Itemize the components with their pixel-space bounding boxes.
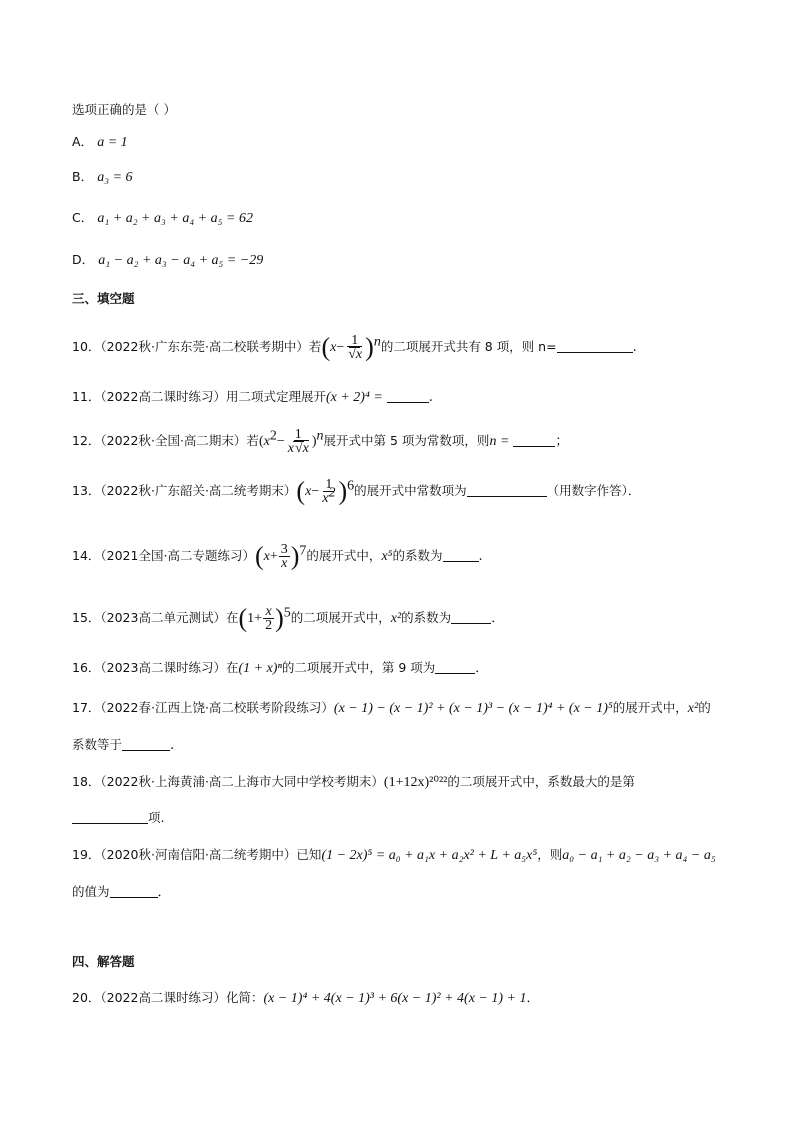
question-text: 在 <box>225 610 239 625</box>
question-source: （2022高二课时练习） <box>100 389 226 404</box>
question-10 <box>72 334 734 361</box>
q9-prompt: 选项正确的是（ ） <box>72 102 176 117</box>
math-expr: (x+ $\frac{3}{x}$ )$^7$ <box>254 541 307 571</box>
question-source: （2023高二课时练习） <box>100 660 226 675</box>
math-expr: a₀ − a₁ + a₂ − a₃ + a₄ − a₅ <box>562 848 716 863</box>
question-end: . <box>428 390 433 405</box>
math-expr: (x− 1 √ x )$^n$ <box>321 340 380 355</box>
question-number: 17． <box>72 700 101 715</box>
question-text: 若 <box>246 433 259 448</box>
question-var: x⁵ <box>381 549 393 564</box>
question-text: 的二项展开式共有 8 项，则 n= <box>380 339 557 354</box>
answer-blank[interactable] <box>513 432 555 447</box>
question-source: （2022高二课时练习） <box>100 990 226 1005</box>
question-source: （2022春·江西上饶·高二校联考阶段练习） <box>100 700 334 715</box>
option-expr: a₃ = 6 <box>97 170 133 185</box>
question-source: （2022秋·广东韶关·高二统考期末） <box>100 483 297 498</box>
question-18 <box>72 772 734 793</box>
math-expr: (1+12x)²⁰²² <box>383 775 448 790</box>
question-text: 的值为 <box>72 884 110 899</box>
question-source: （2022秋·广东东莞·高二校联考期中） <box>100 339 309 354</box>
question-12 <box>72 428 734 455</box>
question-text: 化简： <box>225 990 264 1005</box>
question-text: 系数等于 <box>72 737 123 752</box>
question-number: 14． <box>72 548 101 563</box>
question-text: 用二项式定理展开 <box>225 389 326 404</box>
question-text: ，则 <box>537 847 563 862</box>
question-number: 11． <box>72 389 101 404</box>
section-heading-answer: 四、解答题 <box>72 954 135 969</box>
question-text: 已知 <box>296 847 322 862</box>
answer-blank[interactable] <box>467 482 547 497</box>
question-source: （2020秋·河南信阳·高二统考期中） <box>100 847 297 862</box>
answer-blank[interactable] <box>72 809 148 824</box>
question-number: 18． <box>72 774 101 789</box>
option-expr: a₁ + a₂ + a₃ + a₄ + a₅ = 62 <box>97 211 253 226</box>
question-17 <box>72 698 734 719</box>
section-heading-fill: 三、填空题 <box>72 291 135 306</box>
question-end: . <box>478 549 483 564</box>
question-17-line2 <box>72 735 734 756</box>
question-13 <box>72 478 734 505</box>
math-expr: (1+ $\frac{x}{2}$ )$^5$ <box>238 603 291 633</box>
question-14 <box>72 543 734 570</box>
question-end: . <box>632 340 637 355</box>
q9-option-d <box>72 250 734 271</box>
math-expr: (x + 2)⁴ = <box>325 390 383 405</box>
option-letter: C． <box>72 210 94 225</box>
q9-option-a <box>72 132 734 153</box>
question-number: 15． <box>72 610 101 625</box>
question-text: 的二项展开式中，第 9 项为 <box>281 660 436 675</box>
question-hint: （用数字作答）． <box>546 483 641 498</box>
question-var: x² <box>687 701 699 716</box>
question-15 <box>72 605 734 632</box>
option-letter: D． <box>72 252 95 267</box>
option-letter: A． <box>72 134 94 149</box>
question-19 <box>72 845 734 866</box>
math-expr: (1 − 2x)⁵ = a₀ + a₁x + a₂x² + L + a₅x⁵ <box>321 848 538 863</box>
question-source: （2022秋·上海黄浦·高二上海市大同中学校考期末） <box>100 774 384 789</box>
question-end: ． <box>157 885 171 900</box>
answer-blank[interactable] <box>122 736 170 751</box>
math-expr: (x − 1)⁴ + 4(x − 1)³ + 6(x − 1)² + 4(x − 1) + 1 <box>263 991 527 1006</box>
question-text: 的 <box>698 700 711 715</box>
question-16 <box>72 658 734 679</box>
question-text: 的二项展开式中，系数最大的是第 <box>447 774 635 789</box>
question-text: 项. <box>148 810 165 825</box>
option-expr: a = 1 <box>97 135 128 150</box>
answer-blank[interactable] <box>557 338 633 353</box>
question-source: （2023高二单元测试） <box>100 610 226 625</box>
math-expr: (x− $\frac{1}{x^2}$ )$^6$ <box>296 476 355 506</box>
question-text: 的展开式中， <box>306 548 382 563</box>
answer-blank[interactable] <box>435 659 475 674</box>
question-text: 的二项展开式中， <box>290 610 391 625</box>
question-number: 19． <box>72 847 101 862</box>
question-number: 12． <box>72 433 101 448</box>
question-end: ． <box>491 611 505 626</box>
question-text: 的展开式中常数项为 <box>354 483 467 498</box>
math-expr: (1 + x)ⁿ <box>238 661 282 676</box>
math-expr: ($x^2-$ $\frac{1}{x√ x}$ )$^n$ <box>259 434 324 449</box>
question-end: ； <box>555 434 569 449</box>
question-number: 13． <box>72 483 101 498</box>
question-var: x² <box>390 611 402 626</box>
question-end: . <box>170 738 175 753</box>
question-text: 在 <box>225 660 239 675</box>
question-end: ． <box>475 661 489 676</box>
q9-option-b <box>72 167 734 188</box>
question-20 <box>72 988 734 1009</box>
option-expr: a₁ − a₂ + a₃ − a₄ + a₅ = −29 <box>98 253 264 268</box>
question-text: 的系数为 <box>401 610 452 625</box>
answer-blank[interactable] <box>443 547 479 562</box>
question-number: 20． <box>72 990 101 1005</box>
question-19-line2 <box>72 882 734 903</box>
question-source: （2022秋·全国·高二期末） <box>100 433 247 448</box>
question-end: ． <box>526 991 540 1006</box>
question-number: 16． <box>72 660 101 675</box>
answer-blank[interactable] <box>110 883 158 898</box>
question-text: 若 <box>308 339 322 354</box>
question-number: 10． <box>72 339 101 354</box>
question-source: （2021全国·高二专题练习） <box>100 548 255 563</box>
answer-blank[interactable] <box>387 388 429 403</box>
question-var: n = <box>489 434 510 449</box>
question-text: 的系数为 <box>392 548 443 563</box>
option-letter: B． <box>72 169 94 184</box>
question-text: 展开式中第 5 项为常数项，则 <box>323 433 490 448</box>
question-18-line2 <box>72 808 734 829</box>
question-text: 的展开式中， <box>612 700 688 715</box>
math-expr: (x − 1) − (x − 1)² + (x − 1)³ − (x − 1)⁴ + (x − 1)⁵ <box>333 701 613 716</box>
answer-blank[interactable] <box>451 609 491 624</box>
q9-option-c <box>72 208 734 229</box>
question-11 <box>72 387 734 408</box>
